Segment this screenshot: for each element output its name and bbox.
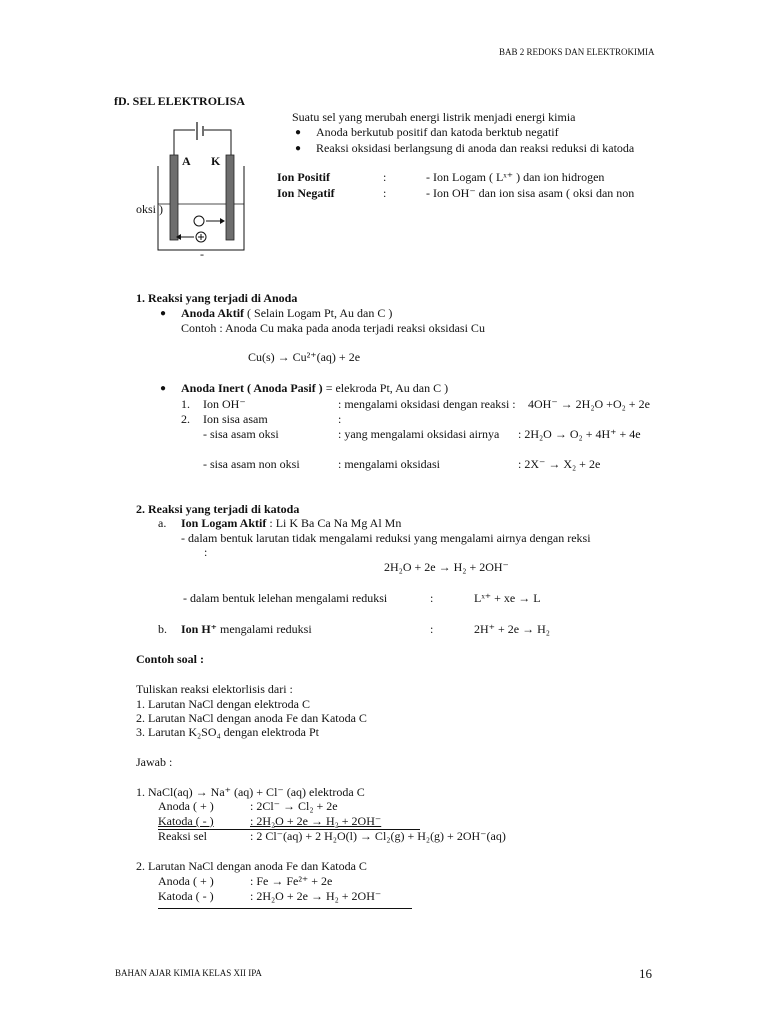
chapter-header: BAB 2 REDOKS DAN ELEKTROKIMIA [499,47,655,57]
summation-rule [158,908,412,909]
ion-label: Ion Positif [277,170,331,184]
katoda-larutan-colon: : [204,545,208,559]
answer-row-eq: : 2Cl⁻ → Cl₂ + 2e [250,799,338,813]
answer-row-eq: : 2H₂O + 2e → H₂ + 2OH⁻ [250,889,382,903]
anoda-row-desc: : mengalami oksidasi dengan reaksi : [338,397,516,411]
page-number: 16 [639,966,652,981]
water-reduction: 2H₂O + 2e → H₂ + 2OH⁻ [384,560,509,574]
anoda-row-eq: 4OH⁻ → 2H₂O +O₂ + 2e [528,397,650,411]
anoda-row-name: - sisa asam oksi [203,427,279,441]
bullet-mark: ● [160,308,167,319]
answer-row-label: Anoda ( + ) [158,799,214,813]
contoh-soal-title: Contoh soal : [136,652,205,666]
bullet-mark: ● [295,143,302,154]
answer-row-label: Katoda ( - ) [158,889,214,903]
section-title: fD. SEL ELEKTROLISA [114,94,246,108]
contoh-soal-item: 3. Larutan K₂SO₄ dengan elektroda Pt [136,725,319,739]
hydrogen-reduction: 2H⁺ + 2e → H₂ [474,622,550,636]
katoda-leleh-text: - dalam bentuk lelehan mengalami reduksi [183,591,388,605]
katoda-a-num: a. [158,516,167,530]
cathode-label: K [211,154,221,168]
katoda-heading: 2. Reaksi yang terjadi di katoda [136,502,300,516]
anoda-heading: 1. Reaksi yang terjadi di Anoda [136,291,298,305]
ion-wrap-text: oksi ) [136,202,163,216]
anoda-row-name: Ion OH⁻ [203,397,246,411]
bullet-mark: ● [160,383,167,394]
answer-row-eq: : Fe → Fe²⁺ + 2e [250,874,333,888]
answer-row-eq: : 2 Cl⁻(aq) + 2 H₂O(l) → Cl₂(g) + H₂(g) + 2OH⁻(aq) [250,829,506,843]
ion-separator: : [383,186,387,200]
katoda-b-colon: : [430,622,434,636]
anoda-row-eq: : 2H₂O → O₂ + 4H⁺ + 4e [518,427,641,441]
jawab-label: Jawab : [136,755,173,769]
anoda-contoh: Contoh : Anoda Cu maka pada anoda terjadi reaksi oksidasi Cu [181,321,485,335]
answer-1-title: 1. NaCl(aq) → Na⁺ (aq) + Cl⁻ (aq) elektroda C [136,785,365,799]
electrolysis-cell-diagram [150,118,250,260]
anoda-inert: Anoda Inert ( Anoda Pasif ) = elekroda Pt, Au dan C ) [181,381,449,395]
footer-book-title: BAHAN AJAR KIMIA KELAS XII IPA [115,968,262,978]
answer-row-label: Katoda ( - ) [158,814,214,828]
katoda-a-label: Ion Logam Aktif : Li K Ba Ca Na Mg Al Mn [181,516,402,530]
contoh-soal-item: 1. Larutan NaCl dengan elektroda C [136,697,310,711]
katoda-leleh-colon: : [430,591,434,605]
leleh-reaction: Lˣ⁺ + xe → L [474,591,541,605]
answer-row-label: Reaksi sel [158,829,207,843]
ion-separator: : [383,170,387,184]
section-bullet: Reaksi oksidasi berlangsung di anoda dan reaksi reduksi di katoda [316,141,635,155]
anoda-row-name: - sisa asam non oksi [203,457,300,471]
answer-row-label: Anoda ( + ) [158,874,214,888]
section-intro: Suatu sel yang merubah energi listrik menjadi energi kimia [292,110,576,124]
ion-value: - Ion Logam ( Lˣ⁺ ) dan ion hidrogen [426,170,605,184]
anoda-row-name: Ion sisa asam [203,412,268,426]
katoda-b-label: Ion H⁺ mengalami reduksi [181,622,312,636]
anoda-row-desc: : yang mengalami oksidasi airnya [338,427,500,441]
anode-label: A [182,154,191,168]
section-bullet: Anoda berkutub positif dan katoda berktub negatif [316,125,559,139]
katoda-larutan-text: - dalam bentuk larutan tidak mengalami reduksi yang mengalami airnya dengan reksi [181,531,591,545]
anoda-row-desc: : [338,412,342,426]
contoh-soal-prompt: Tuliskan reaksi elektorlisis dari : [136,682,293,696]
ion-label: Ion Negatif [277,186,335,200]
anoda-row-num: 1. [181,397,190,411]
anoda-row-eq: : 2X⁻ → X₂ + 2e [518,457,601,471]
cu-reaction: Cu(s) → Cu²⁺(aq) + 2e [248,350,361,364]
ion-value: - Ion OH⁻ dan ion sisa asam ( oksi dan non [426,186,635,200]
anoda-row-num: 2. [181,412,190,426]
answer-2-title: 2. Larutan NaCl dengan anoda Fe dan Katoda C [136,859,367,873]
anoda-aktif: Anoda Aktif ( Selain Logam Pt, Au dan C ) [181,306,393,320]
bullet-mark: ● [295,127,302,138]
answer-row-eq: : 2H₂O + 2e → H₂ + 2OH⁻ [250,814,382,828]
minus-label: - [200,247,204,260]
contoh-soal-item: 2. Larutan NaCl dengan anoda Fe dan Katoda C [136,711,367,725]
anoda-row-desc: : mengalami oksidasi [338,457,440,471]
katoda-b-num: b. [158,622,167,636]
